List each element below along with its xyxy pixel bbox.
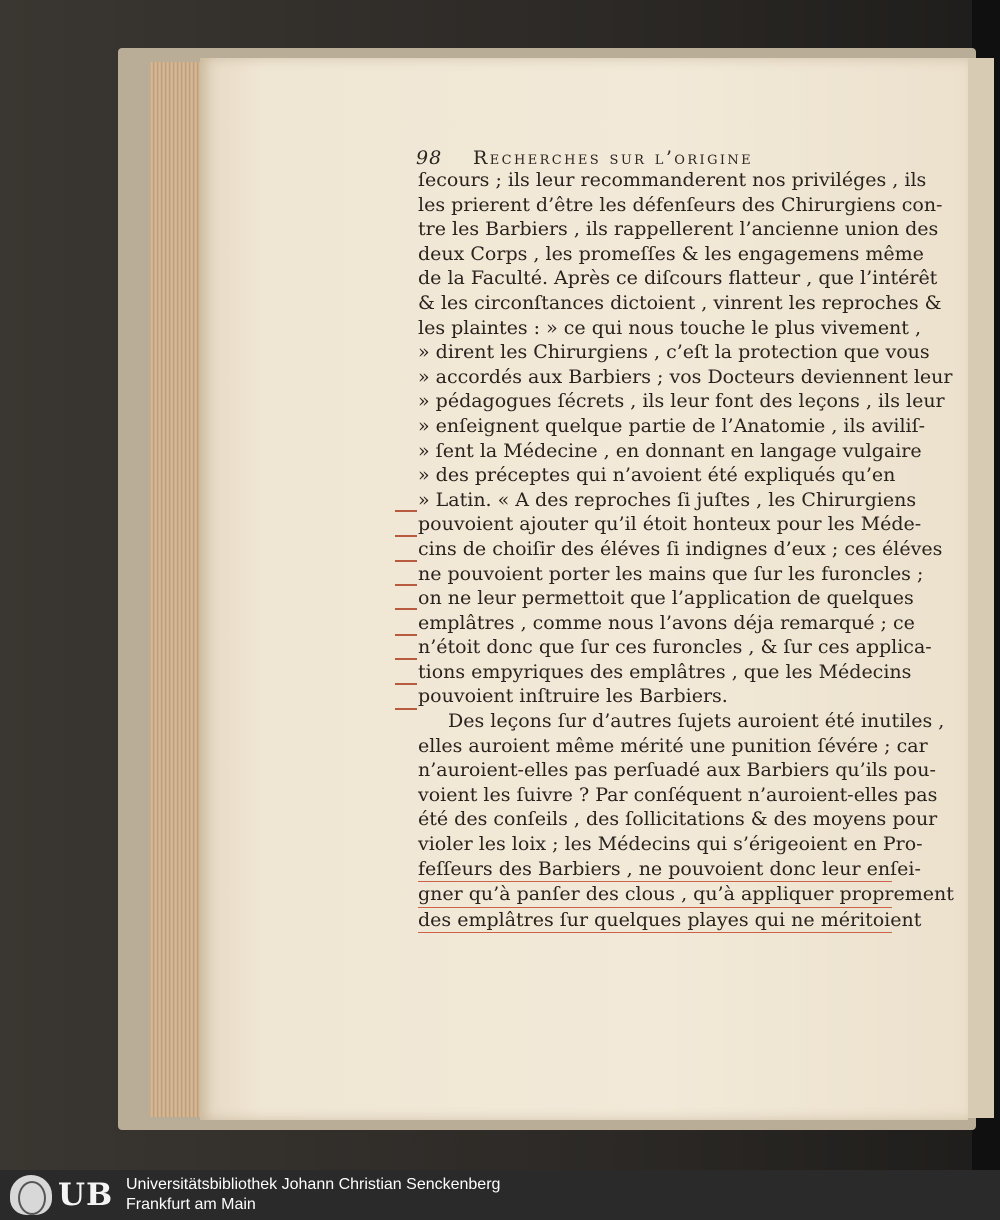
text-line: deux Corps , les promeſſes & les engagemens même	[418, 242, 924, 265]
margin-mark	[395, 708, 417, 710]
margin-mark	[395, 634, 417, 636]
text-line: pouvoient inſtruire les Barbiers.	[418, 685, 728, 708]
logo-text: UB	[58, 1177, 114, 1213]
page-number: 98	[416, 147, 443, 169]
page-text	[418, 168, 954, 933]
institution-name: Universitätsbibliothek Johann Christian Senckenberg	[126, 1176, 501, 1193]
text-line: » enſeignent quelque partie de l’Anatomie , ils aviliſ-	[418, 414, 926, 437]
margin-mark	[395, 584, 417, 586]
header-title: Recherches sur l’origine	[473, 147, 754, 169]
text-line: Des leçons ſur d’autres ſujets auroient été inutiles ,	[448, 710, 945, 733]
text-line: tions empyriques des emplâtres , que les Médecins	[418, 660, 912, 683]
margin-mark	[395, 560, 417, 562]
text-line: violer les loix ; les Médecins qui s’érigeoient en Pro-	[418, 833, 923, 856]
text-line: gner qu’à panſer des clous , qu’à appliquer proprement	[418, 882, 892, 908]
text-line: n’auroient-elles pas perſuadé aux Barbiers qu’ils pou-	[418, 759, 936, 782]
margin-mark	[395, 608, 417, 610]
text-line: cins de choiſir des éléves ſi indignes d’eux ; ces éléves	[418, 537, 943, 560]
text-line: » pédagogues ſécrets , ils leur font des leçons , ils leur	[418, 390, 945, 413]
text-line: & les circonſtances dictoient , vinrent les reproches &	[418, 291, 942, 314]
margin-mark	[395, 510, 417, 512]
text-line: » dirent les Chirurgiens , c’eſt la protection que vous	[418, 341, 930, 364]
text-line: on ne leur permettoit que l’application de quelques	[418, 587, 914, 610]
portrait-icon	[10, 1175, 52, 1215]
margin-mark	[395, 683, 417, 685]
text-line: été des conſeils , des ſollicitations & des moyens pour	[418, 808, 938, 831]
institution-city: Frankfurt am Main	[126, 1196, 256, 1213]
text-line: emplâtres , comme nous l’avons déja remarqué ; ce	[418, 611, 915, 634]
text-line: » Latin. « A des reproches ſi juſtes , les Chirurgiens	[418, 488, 917, 511]
text-line: » des préceptes qui n’avoient été expliqués qu’en	[418, 464, 896, 487]
text-line: de la Faculté. Après ce diſcours flatteur , que l’intérêt	[418, 267, 938, 290]
text-line: des emplâtres ſur quelques playes qui ne méritoient	[418, 908, 892, 934]
margin-mark	[395, 535, 417, 537]
text-line: feſſeurs des Barbiers , ne pouvoient donc leur enſei-	[418, 857, 892, 883]
text-line: les prierent d’être les défenſeurs des Chirurgiens con-	[418, 193, 943, 216]
facing-page-edge	[968, 58, 994, 1118]
text-line: tre les Barbiers , ils rappellerent l’ancienne union des	[418, 218, 939, 241]
text-line: » ſent la Médecine , en donnant en langage vulgaire	[418, 439, 922, 462]
library-logo	[10, 1175, 116, 1215]
library-footer	[0, 1170, 1000, 1220]
text-line: » accordés aux Barbiers ; vos Docteurs deviennent leur	[418, 365, 953, 388]
text-line: pouvoient ajouter qu’il étoit honteux pour les Méde-	[418, 513, 922, 536]
text-line: ne pouvoient porter les mains que ſur les furoncles ;	[418, 562, 924, 585]
text-line: elles auroient même mérité une punition ſévére ; car	[418, 734, 928, 757]
text-line: les plaintes : » ce qui nous touche le plus vivement ,	[418, 316, 922, 339]
text-line: voient les ſuivre ? Par conſéquent n’auroient-elles pas	[418, 783, 938, 806]
text-line: ſecours ; ils leur recommanderent nos priviléges , ils	[418, 169, 927, 191]
margin-mark	[395, 658, 417, 660]
text-line: n’étoit donc que ſur ces furoncles , & ſur ces applica-	[418, 636, 932, 659]
